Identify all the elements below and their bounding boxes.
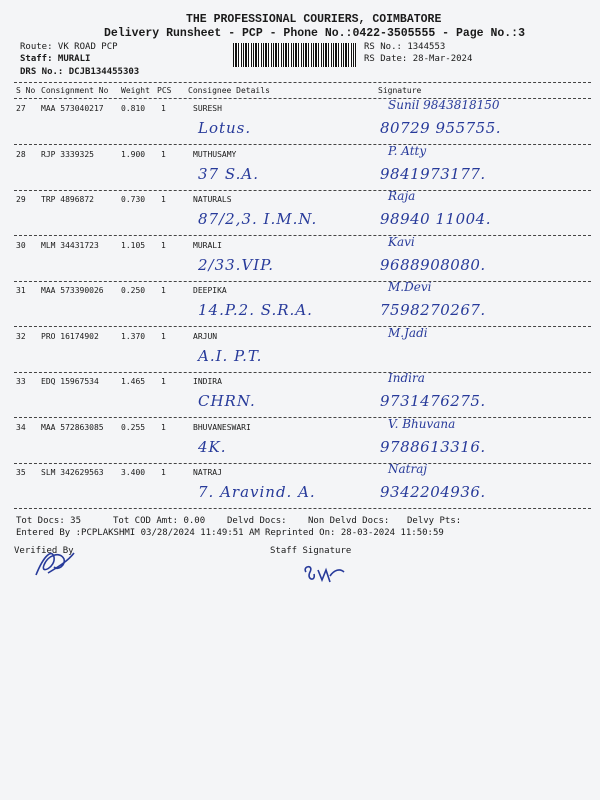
tot-cod: Tot COD Amt: 0.00 <box>113 516 206 526</box>
verified-signature <box>30 545 80 581</box>
row-divider <box>14 144 591 145</box>
row-pcs: 1 <box>161 468 166 477</box>
row-sno: 32 <box>16 331 26 341</box>
row-divider <box>14 417 591 418</box>
row-address-handwritten: CHRN. <box>198 392 256 410</box>
row-signature-handwritten: V. Bhuvana <box>388 416 456 431</box>
row-address-handwritten: Lotus. <box>198 119 252 137</box>
row-address-handwritten: 4K. <box>198 437 227 456</box>
runsheet-subtitle: Delivery Runsheet - PCP - Phone No.:0422-3505555 - Page No.:3 <box>104 27 525 40</box>
row-pcs: 1 <box>161 286 166 295</box>
row-phone-handwritten: 9841973177. <box>380 164 486 183</box>
row-weight: 3.400 <box>121 468 146 477</box>
divider <box>14 82 591 83</box>
row-address-handwritten: 2/33.VIP. <box>198 255 275 274</box>
row-pcs: 1 <box>161 331 166 341</box>
row-consignee-name: SURESH <box>193 104 222 113</box>
row-phone-handwritten: 7598270267. <box>380 301 486 319</box>
row-consignment-no: SLM 342629563 <box>41 468 104 477</box>
row-weight: 1.465 <box>121 377 146 386</box>
row-divider <box>14 508 591 509</box>
row-phone-handwritten: 9731476275. <box>380 392 486 410</box>
row-weight: 0.730 <box>121 195 146 204</box>
row-phone-handwritten: 9788613316. <box>380 437 486 456</box>
row-divider <box>14 281 591 282</box>
row-signature-handwritten: M.Devi <box>388 280 432 294</box>
row-consignee-name: MURALI <box>193 240 222 250</box>
row-consignment-no: TRP 4896872 <box>41 195 94 204</box>
row-consignee-name: NATRAJ <box>193 468 222 477</box>
row-signature-handwritten: M.Jadi <box>388 325 428 340</box>
row-consignment-no: MLM 34431723 <box>41 240 99 250</box>
col-consignment: Consignment No <box>41 86 109 95</box>
row-address-handwritten: 37 S.A. <box>198 164 259 183</box>
row-consignment-no: RJP 3339325 <box>41 149 94 159</box>
row-weight: 1.900 <box>121 149 146 159</box>
row-pcs: 1 <box>161 104 166 113</box>
row-phone-handwritten: 80729 955755. <box>380 119 502 137</box>
row-pcs: 1 <box>161 195 166 204</box>
row-divider <box>14 190 591 191</box>
row-weight: 0.250 <box>121 286 146 295</box>
barcode-image <box>233 43 356 67</box>
row-consignment-no: EDQ 15967534 <box>41 377 99 386</box>
row-weight: 1.370 <box>121 331 146 341</box>
row-sno: 30 <box>16 240 26 250</box>
col-signature: Signature <box>378 86 422 95</box>
entered-by: Entered By :PCPLAKSHMI 03/28/2024 11:49:51 AM <box>16 528 260 538</box>
row-weight: 0.255 <box>121 422 146 432</box>
non-delvd-docs: Non Delvd Docs: <box>308 516 390 526</box>
row-pcs: 1 <box>161 377 166 386</box>
row-sno: 28 <box>16 149 26 159</box>
row-signature-handwritten: Sunil 9843818150 <box>388 98 500 112</box>
row-signature-handwritten: Indira <box>388 371 425 385</box>
row-address-handwritten: A.I. P.T. <box>198 346 263 365</box>
row-divider <box>14 235 591 236</box>
col-weight: Weight <box>121 86 150 95</box>
row-sno: 31 <box>16 286 26 295</box>
col-sno: S No <box>16 86 36 95</box>
staff-label: Staff: MURALI <box>20 54 91 64</box>
reprinted-on: Reprinted On: 28-03-2024 11:50:59 <box>265 528 444 538</box>
row-consignee-name: DEEPIKA <box>193 286 227 295</box>
row-pcs: 1 <box>161 240 166 250</box>
row-signature-handwritten: Natraj <box>388 462 428 476</box>
row-phone-handwritten: 98940 11004. <box>380 210 491 228</box>
row-signature-handwritten: P. Atty <box>388 143 427 158</box>
row-divider <box>14 372 591 373</box>
company-title: THE PROFESSIONAL COURIERS, COIMBATORE <box>186 13 442 26</box>
row-sno: 34 <box>16 422 26 432</box>
delvy-pts: Delvy Pts: <box>407 516 462 526</box>
row-consignment-no: MAA 572863085 <box>41 422 104 432</box>
row-weight: 0.810 <box>121 104 146 113</box>
row-address-handwritten: 7. Aravind. A. <box>198 483 316 501</box>
row-consignee-name: BHUVANESWARI <box>193 422 251 432</box>
row-divider <box>14 326 591 327</box>
row-phone-handwritten: 9342204936. <box>380 483 486 501</box>
row-consignee-name: INDIRA <box>193 377 222 386</box>
row-consignee-name: MUTHUSAMY <box>193 149 237 159</box>
delvd-docs: Delvd Docs: <box>227 516 287 526</box>
tot-docs: Tot Docs: 35 <box>16 516 82 526</box>
row-consignee-name: NATURALS <box>193 195 232 204</box>
divider <box>14 98 591 99</box>
row-sno: 33 <box>16 377 26 386</box>
row-consignment-no: PRO 16174902 <box>41 331 99 341</box>
verified-by-label: Verified By <box>14 546 74 556</box>
row-sno: 35 <box>16 468 26 477</box>
row-address-handwritten: 87/2,3. I.M.N. <box>198 210 318 228</box>
row-consignment-no: MAA 573040217 <box>41 104 104 113</box>
staff-signature <box>300 560 350 590</box>
row-address-handwritten: 14.P.2. S.R.A. <box>198 301 313 319</box>
row-consignment-no: MAA 573390026 <box>41 286 104 295</box>
row-signature-handwritten: Kavi <box>388 234 415 249</box>
row-sno: 29 <box>16 195 26 204</box>
row-pcs: 1 <box>161 422 166 432</box>
rs-date: RS Date: 28-Mar-2024 <box>364 54 473 64</box>
col-pcs: PCS <box>157 86 172 95</box>
drs-label: DRS No.: DCJB134455303 <box>20 67 140 77</box>
row-phone-handwritten: 9688908080. <box>380 255 486 274</box>
col-consignee: Consignee Details <box>188 86 270 95</box>
row-divider <box>14 463 591 464</box>
row-weight: 1.105 <box>121 240 146 250</box>
row-consignee-name: ARJUN <box>193 331 218 341</box>
row-sno: 27 <box>16 104 26 113</box>
row-pcs: 1 <box>161 149 166 159</box>
rs-number: RS No.: 1344553 <box>364 42 446 52</box>
row-signature-handwritten: Raja <box>388 189 416 203</box>
route-label: Route: VK ROAD PCP <box>20 42 118 52</box>
staff-signature-label: Staff Signature <box>270 546 352 556</box>
